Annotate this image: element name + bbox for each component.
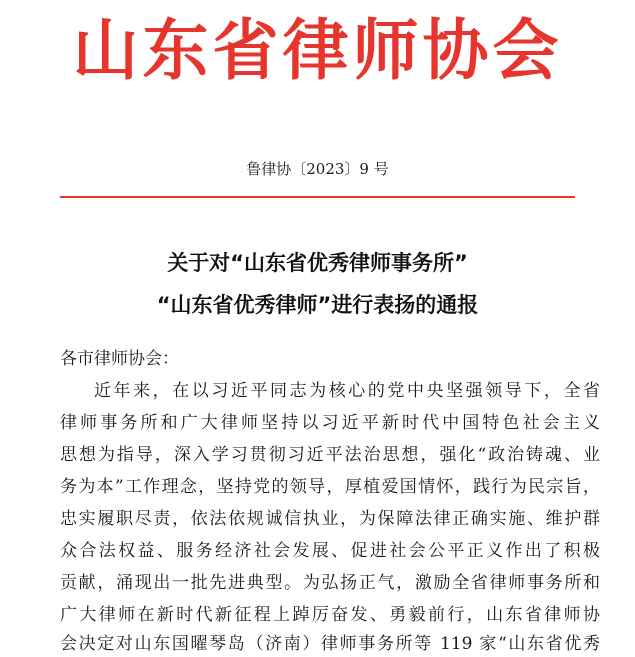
body-line: 忠实履职尽责，依法依规诚信执业，为保障法律正确实施、维护群 [60, 509, 600, 529]
document-title-line-1: 关于对“山东省优秀律师事务所” [167, 251, 468, 275]
body-line: 会决定对山东国曜琴岛（济南）律师事务所等 119 家“山东省优秀 [60, 634, 600, 654]
document-number: 鲁律协〔2023〕9 号 [246, 160, 389, 178]
body-line: 律师事务所和广大律师坚持以习近平新时代中国特色社会主义 [60, 413, 600, 433]
document-title-line-2: “山东省优秀律师”进行表扬的通报 [156, 293, 479, 317]
salutation: 各市律师协会： [60, 349, 179, 369]
body-line: 思想为指导，深入学习贯彻习近平法治思想，强化“政治铸魂、业 [60, 445, 600, 465]
header-divider [60, 196, 575, 198]
body-line: 广大律师在新时代新征程上踔厉奋发、勇毅前行，山东省律师协 [60, 605, 600, 625]
body-line: 务为本”工作理念，坚持党的领导，厚植爱国情怀，践行为民宗旨， [60, 477, 600, 497]
body-line: 近年来，在以习近平同志为核心的党中央坚强领导下，全省 [94, 381, 600, 401]
organization-header: 山东省律师协会 [72, 12, 563, 89]
body-line: 贡献，涌现出一批先进典型。为弘扬正气，激励全省律师事务所和 [60, 573, 600, 593]
body-line: 众合法权益、服务经济社会发展、促进社会公平正义作出了积极 [60, 541, 600, 561]
